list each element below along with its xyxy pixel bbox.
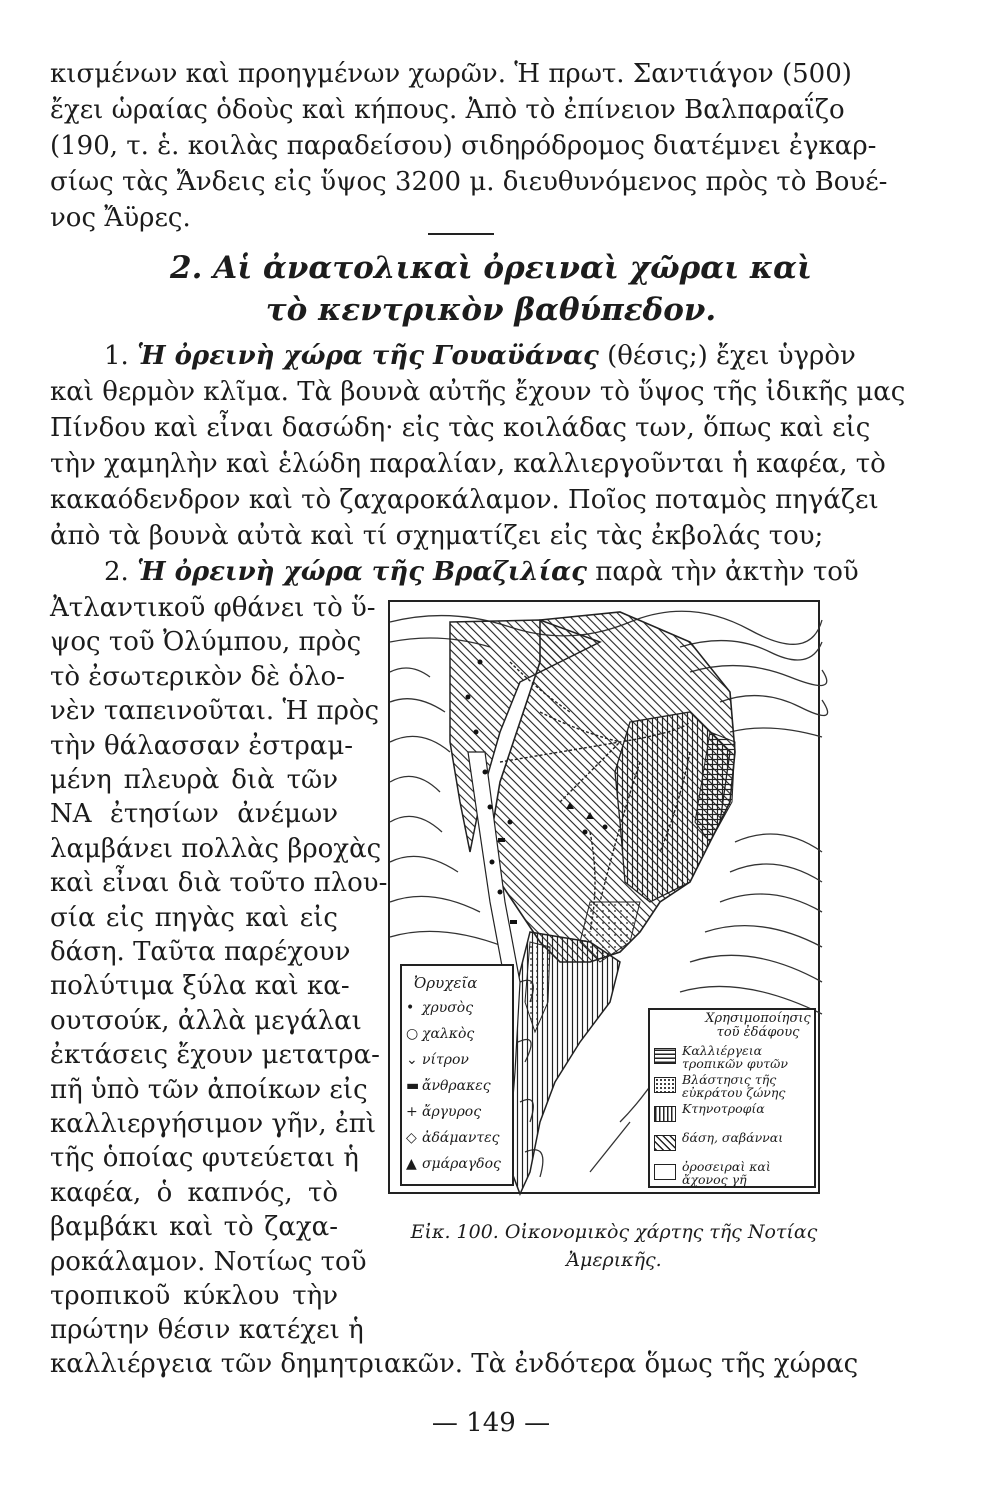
text-line: ψος τοῦ Ὀλύμπου, πρὸς: [50, 627, 362, 658]
text-line: ουτσούκ, ἀλλὰ μεγάλαι: [50, 1005, 362, 1036]
text-line: τὸ ἐσωτερικὸν δὲ ὁλο-: [50, 661, 345, 692]
text-line: τροπικοῦ κύκλου τὴν: [50, 1281, 338, 1311]
legend-swatch: [654, 1164, 676, 1180]
paragraph-text: (θέσις;) ἔχει ὑγρὸν: [598, 341, 856, 371]
legend-land-use: [648, 1008, 816, 1188]
south-america-economic-map: [388, 600, 820, 1194]
paragraph-number: 1.: [104, 341, 138, 371]
legend-land-use-item: [654, 1160, 814, 1186]
text-line: τὴν θάλασσαν ἐστραμ-: [50, 730, 354, 761]
text-line: Πίνδου καὶ εἶναι δασώδη· εἰς τὰς κοιλάδας των, ὅπως καὶ εἰς: [50, 413, 871, 443]
text-line: ἔχει ὡραίας ὁδοὺς καὶ κήπους. Ἀπὸ τὸ ἐπίνειον Βαλπαραΐζο: [50, 95, 845, 125]
legend-land-use-item: [654, 1131, 814, 1157]
text-line: ἀπὸ τὰ βουνὰ αὐτὰ καὶ τί σχηματίζει εἰς τὰς ἐκβολάς του;: [50, 521, 824, 551]
legend-swatch: [654, 1048, 676, 1064]
text-line: σίως τὰς Ἄνδεις εἰς ὕψος 3200 μ. διευθυνόμενος πρὸς τὸ Βουέ-: [50, 167, 888, 197]
legend-minerals-title: Ὀρυχεῖα: [414, 974, 478, 992]
text-line: καὶ θερμὸν κλῖμα. Τὰ βουνὰ αὐτῆς ἔχουν τὸ ὕψος τῆς ἰδικῆς μας: [50, 377, 906, 407]
legend-symbol: ▲: [406, 1156, 417, 1172]
southern-cone: [505, 932, 620, 1194]
text-line: πρώτην θέσιν κατέχει ἡ: [50, 1315, 364, 1346]
paragraph-title: Ἡ ὀρεινὴ χώρα τῆς Βραζιλίας: [137, 557, 587, 587]
text-line: νὲν ταπεινοῦται. Ἡ πρὸς: [50, 696, 380, 727]
figure-caption: [384, 1218, 844, 1274]
legend-land-use-item: [654, 1044, 814, 1070]
text-line: (190, τ. ἑ. κοιλὰς παραδείσου) σιδηρόδρομος διατέμνει ἐγκαρ-: [50, 131, 877, 161]
legend-land-use-item: [654, 1102, 814, 1128]
figure-caption-line1: Εἰκ. 100. Οἰκονομικὸς χάρτης τῆς Νοτίας: [410, 1221, 818, 1243]
legend-mineral-item: [406, 1078, 491, 1094]
paragraph-2-first-line: [104, 554, 859, 590]
section-heading: 2. Αἱ ἀνατολικαὶ ὀρειναὶ χῶραι καὶ: [170, 250, 812, 286]
text-line: καλλιέργεια τῶν δημητριακῶν. Τὰ ἐνδότερα ὅμως τῆς χώρας: [50, 1349, 859, 1379]
legend-label: χρυσὸς: [422, 1000, 474, 1016]
legend-label: Κτηνοτροφία: [682, 1101, 765, 1116]
paragraph-title: Ἡ ὀρεινὴ χώρα τῆς Γουαϋάνας: [137, 341, 599, 371]
text-line: ροκάλαμον. Νοτίως τοῦ: [50, 1246, 367, 1277]
legend-swatch: [654, 1135, 676, 1151]
legend-symbol: ◇: [406, 1130, 417, 1146]
text-line: τῆς ὁποίας φυτεύεται ἡ: [50, 1143, 359, 1174]
text-line: καλλιεργήσιμον γῆν, ἐπὶ: [50, 1109, 377, 1139]
legend-label: δάση, σαβάνναι: [682, 1130, 784, 1145]
legend-land-use-title: Χρησιμοποίησις τοῦ ἐδάφους: [705, 1011, 811, 1040]
paragraph-text: παρὰ τὴν ἀκτὴν τοῦ: [587, 557, 859, 587]
legend-symbol: •: [406, 1000, 415, 1016]
legend-label: ὀροσειραὶ καὶ ἄχονος γῆ: [682, 1159, 771, 1187]
legend-mineral-item: [406, 1156, 501, 1172]
text-line: μένη πλευρὰ διὰ τῶν: [50, 765, 338, 795]
text-line: κισμένων καὶ προηγμένων χωρῶν. Ἡ πρωτ. Σαντιάγον (500): [50, 59, 852, 89]
text-line: λαμβάνει πολλὰς βροχὰς: [50, 833, 382, 864]
legend-label: χαλκὸς: [422, 1026, 475, 1042]
text-line: καφέα, ὁ καπνός, τὸ: [50, 1177, 338, 1208]
legend-label: νίτρον: [422, 1052, 469, 1068]
figure-caption-line2: Ἀμερικῆς.: [566, 1249, 662, 1271]
legend-symbol: ▬: [406, 1078, 420, 1094]
legend-label: ἄργυρος: [422, 1104, 482, 1120]
text-line: τὴν χαμηλὴν καὶ ἑλώδη παραλίαν, καλλιεργοῦνται ἡ καφέα, τὸ: [50, 449, 886, 479]
legend-symbol: ⌄: [406, 1052, 418, 1068]
legend-label: Καλλιέργεια τροπικῶν φυτῶν: [682, 1043, 788, 1071]
page-number: — 149 —: [431, 1408, 551, 1438]
text-line: σία εἰς πηγὰς καὶ εἰς: [50, 902, 338, 933]
legend-mineral-item: [406, 1000, 473, 1016]
legend-mineral-item: [406, 1104, 481, 1120]
legend-mineral-item: [406, 1052, 469, 1068]
legend-mineral-item: [406, 1130, 500, 1146]
section-divider: [428, 233, 494, 235]
legend-label: ἄνθρακες: [422, 1078, 491, 1094]
text-line: Ἀτλαντικοῦ φθάνει τὸ ὕ-: [50, 593, 376, 623]
legend-label: ἀδάμαντες: [422, 1130, 500, 1146]
legend-symbol: +: [406, 1104, 418, 1120]
text-line: κακαόδενδρον καὶ τὸ ζαχαροκάλαμον. Ποῖος ποταμὸς πηγάζει: [50, 485, 879, 515]
legend-label: Βλάστησις τῆς εὐκράτου ζώνης: [682, 1072, 786, 1100]
text-line: βαμβάκι καὶ τὸ ζαχα-: [50, 1212, 338, 1243]
text-line: πῆ ὑπὸ τῶν ἀποίκων εἰς: [50, 1074, 368, 1105]
text-line: καὶ εἶναι διὰ τοῦτο πλου-: [50, 868, 388, 899]
text-line: ἐκτάσεις ἔχουν μετατρα-: [50, 1040, 380, 1071]
text-line: ΝΑ ἐτησίων ἀνέμων: [50, 799, 338, 830]
legend-symbol: ○: [406, 1026, 419, 1042]
paragraph-number: 2.: [104, 557, 138, 587]
legend-swatch: [654, 1077, 676, 1093]
section-heading-line2: τὸ κεντρικὸν βαθύπεδον.: [265, 292, 717, 328]
legend-land-use-item: [654, 1073, 814, 1099]
text-line: πολύτιμα ξύλα καὶ κα-: [50, 971, 350, 1002]
legend-swatch: [654, 1106, 676, 1122]
text-line: νος Ἄϋρες.: [50, 203, 191, 233]
legend-label: σμάραγδος: [422, 1156, 501, 1172]
paragraph-1-first-line: [104, 338, 856, 374]
text-line: δάση. Ταῦτα παρέχουν: [50, 937, 351, 967]
legend-minerals: [400, 964, 514, 1186]
legend-mineral-item: [406, 1026, 474, 1042]
